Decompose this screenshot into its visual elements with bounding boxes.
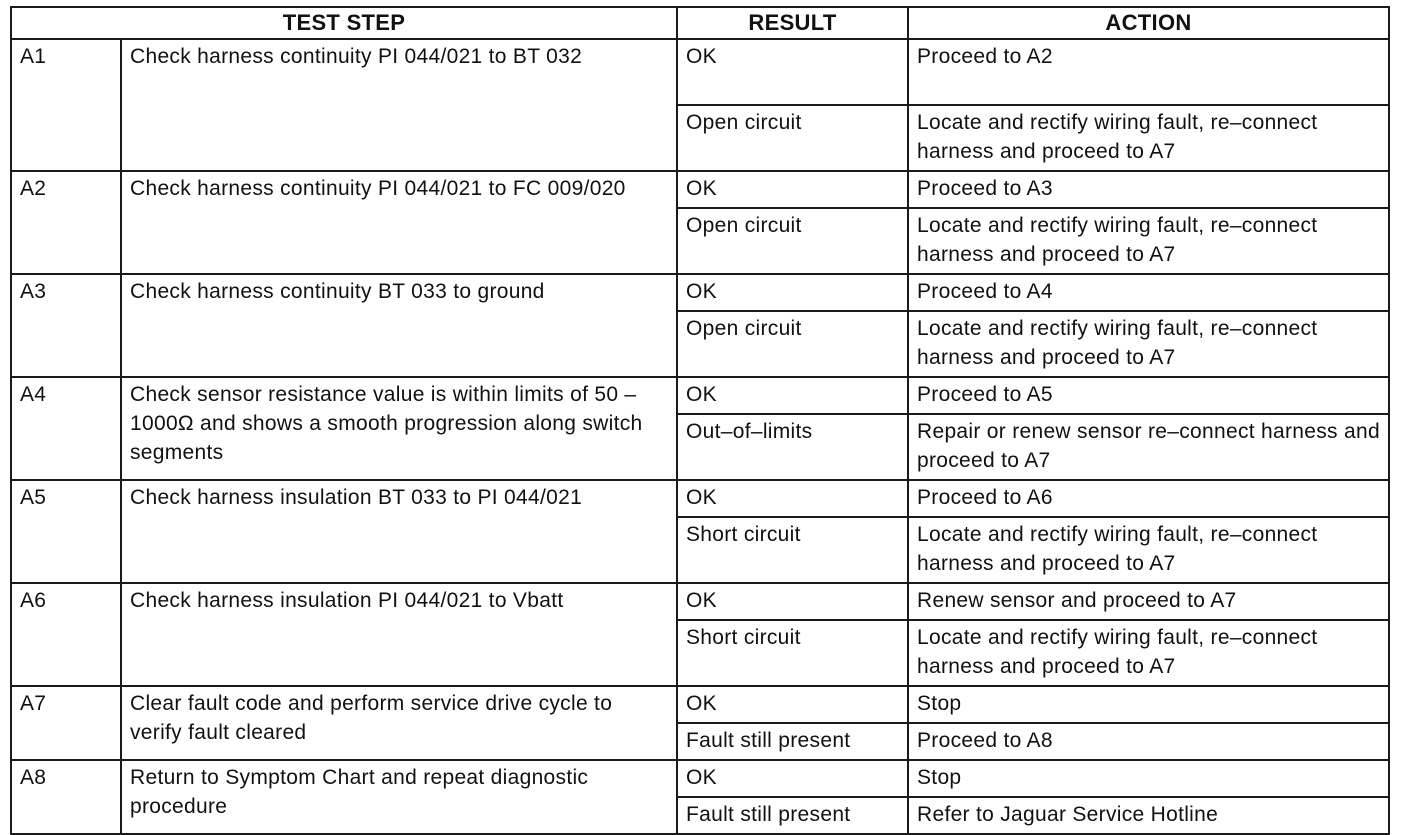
result-cell: Fault still present — [677, 723, 908, 760]
result-cell: Open circuit — [677, 311, 908, 377]
step-description: Clear fault code and perform service drive cycle to verify fault cleared — [121, 686, 677, 760]
action-cell: Repair or renew sensor re–connect harness and proceed to A7 — [908, 414, 1389, 480]
action-cell: Proceed to A8 — [908, 723, 1389, 760]
result-cell: Short circuit — [677, 517, 908, 583]
step-id: A1 — [11, 39, 121, 171]
result-cell: Open circuit — [677, 105, 908, 171]
step-id: A3 — [11, 274, 121, 377]
result-cell: OK — [677, 171, 908, 208]
action-cell: Locate and rectify wiring fault, re–connect harness and proceed to A7 — [908, 620, 1389, 686]
result-cell: OK — [677, 583, 908, 620]
step-description: Check harness continuity PI 044/021 to BT 032 — [121, 39, 677, 171]
result-cell: OK — [677, 274, 908, 311]
action-cell: Proceed to A4 — [908, 274, 1389, 311]
table-row — [11, 39, 1389, 105]
result-cell: Out–of–limits — [677, 414, 908, 480]
action-cell: Locate and rectify wiring fault, re–connect harness and proceed to A7 — [908, 311, 1389, 377]
action-cell: Locate and rectify wiring fault, re–connect harness and proceed to A7 — [908, 517, 1389, 583]
header-action: ACTION — [908, 7, 1389, 39]
result-cell: OK — [677, 760, 908, 797]
header-test-step: TEST STEP — [11, 7, 677, 39]
result-cell: OK — [677, 39, 908, 105]
header-result: RESULT — [677, 7, 908, 39]
result-cell: Fault still present — [677, 797, 908, 834]
step-description: Check sensor resistance value is within limits of 50 – 1000Ω and shows a smooth progression along switch segments — [121, 377, 677, 480]
step-id: A6 — [11, 583, 121, 686]
step-id: A7 — [11, 686, 121, 760]
result-cell: OK — [677, 686, 908, 723]
step-id: A5 — [11, 480, 121, 583]
header-row — [11, 7, 1389, 39]
result-cell: OK — [677, 377, 908, 414]
table-row — [11, 583, 1389, 620]
step-id: A4 — [11, 377, 121, 480]
diagnostic-table — [10, 6, 1390, 835]
action-cell: Proceed to A3 — [908, 171, 1389, 208]
action-cell: Stop — [908, 686, 1389, 723]
step-description: Check harness insulation PI 044/021 to Vbatt — [121, 583, 677, 686]
step-id: A2 — [11, 171, 121, 274]
step-description: Check harness insulation BT 033 to PI 044/021 — [121, 480, 677, 583]
action-cell: Stop — [908, 760, 1389, 797]
step-description: Check harness continuity PI 044/021 to FC 009/020 — [121, 171, 677, 274]
table-row — [11, 480, 1389, 517]
action-cell: Refer to Jaguar Service Hotline — [908, 797, 1389, 834]
action-cell: Proceed to A5 — [908, 377, 1389, 414]
action-cell: Locate and rectify wiring fault, re–connect harness and proceed to A7 — [908, 208, 1389, 274]
table-row — [11, 686, 1389, 723]
action-cell: Proceed to A2 — [908, 39, 1389, 105]
table-row — [11, 377, 1389, 414]
result-cell: OK — [677, 480, 908, 517]
step-description: Return to Symptom Chart and repeat diagnostic procedure — [121, 760, 677, 834]
table-row — [11, 274, 1389, 311]
action-cell: Proceed to A6 — [908, 480, 1389, 517]
result-cell: Short circuit — [677, 620, 908, 686]
result-cell: Open circuit — [677, 208, 908, 274]
step-description: Check harness continuity BT 033 to ground — [121, 274, 677, 377]
action-cell: Renew sensor and proceed to A7 — [908, 583, 1389, 620]
action-cell: Locate and rectify wiring fault, re–connect harness and proceed to A7 — [908, 105, 1389, 171]
table-row — [11, 760, 1389, 797]
step-id: A8 — [11, 760, 121, 834]
table-row — [11, 171, 1389, 208]
